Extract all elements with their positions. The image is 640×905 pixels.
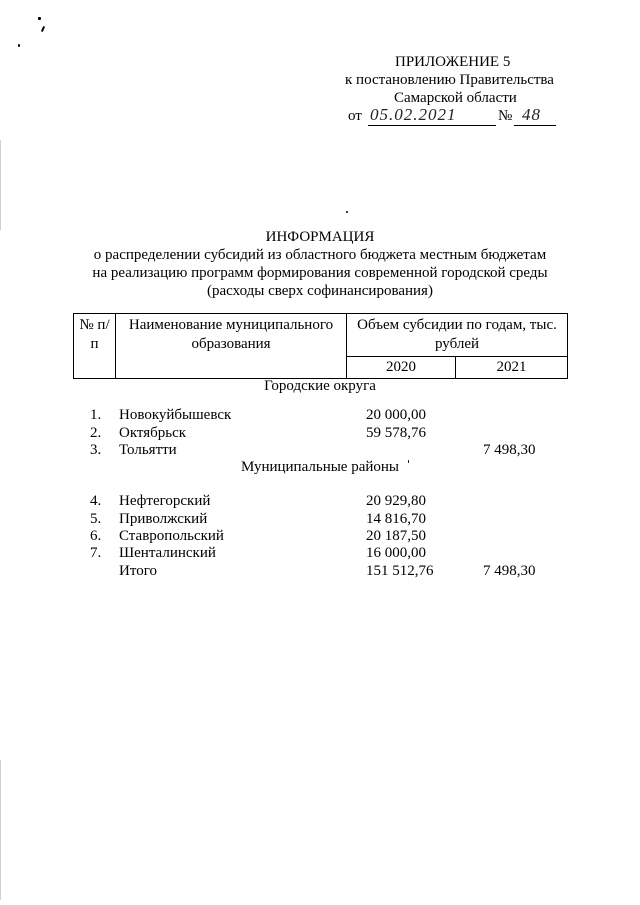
row-number: 4. [90, 493, 102, 509]
document-subtitle-line1: о распределении субсидий из областного бюджета местным бюджетам [93, 247, 547, 263]
row-value-2020: 20 929,80 [366, 493, 426, 509]
scan-speck [41, 26, 45, 32]
section-title: Муниципальные районы [240, 459, 400, 475]
appendix-title: ПРИЛОЖЕНИЕ 5 [395, 54, 511, 70]
section-title: Городские округа [264, 378, 376, 394]
scan-edge-mark [0, 140, 1, 230]
column-header-number: № п/п [74, 314, 116, 379]
number-prefix: № [498, 108, 513, 124]
region-name: Самарской области [394, 90, 517, 106]
table-header [73, 313, 568, 379]
row-number: 2. [90, 425, 102, 441]
number-underline [514, 125, 556, 126]
column-header-name: Наименование муниципального образования [116, 314, 347, 379]
row-name: Новокуйбышевск [119, 407, 232, 423]
row-name: Приволжский [119, 511, 208, 527]
document-subtitle-line2: на реализацию программ формирования современной городской среды [92, 265, 548, 281]
scan-speck [18, 44, 20, 47]
document-subtitle-line3: (расходы сверх софинансирования) [207, 283, 433, 299]
row-name: Нефтегорский [119, 493, 211, 509]
scan-edge-mark [0, 760, 1, 900]
row-value-2020: 16 000,00 [366, 545, 426, 561]
scan-speck [38, 17, 41, 20]
scan-speck [346, 211, 348, 213]
column-header-amount: Объем субсидии по годам, тыс. рублей [347, 314, 568, 357]
total-value-2020: 151 512,76 [366, 563, 434, 579]
column-header-2020: 2020 [347, 357, 456, 379]
row-value-2020: 59 578,76 [366, 425, 426, 441]
row-number: 5. [90, 511, 102, 527]
total-label: Итого [119, 563, 157, 579]
row-value-2020: 20 000,00 [366, 407, 426, 423]
row-value-2021: 7 498,30 [483, 442, 536, 458]
row-number: 6. [90, 528, 102, 544]
row-value-2020: 20 187,50 [366, 528, 426, 544]
date-underline [368, 125, 496, 126]
handwritten-date: 05.02.2021 [370, 105, 457, 124]
row-name: Октябрьск [119, 425, 187, 441]
document-heading: ИНФОРМАЦИЯ [265, 229, 375, 245]
decree-reference: к постановлению Правительства [345, 72, 554, 88]
row-number: 1. [90, 407, 102, 423]
row-number: 3. [90, 442, 102, 458]
row-number: 7. [90, 545, 102, 561]
date-prefix: от [348, 108, 362, 124]
total-value-2021: 7 498,30 [483, 563, 536, 579]
row-value-2020: 14 816,70 [366, 511, 426, 527]
column-header-2021: 2021 [456, 357, 568, 379]
row-name: Ставропольский [119, 528, 224, 544]
handwritten-number: 48 [522, 105, 541, 124]
row-name: Шенталинский [119, 545, 216, 561]
row-name: Тольятти [119, 442, 177, 458]
